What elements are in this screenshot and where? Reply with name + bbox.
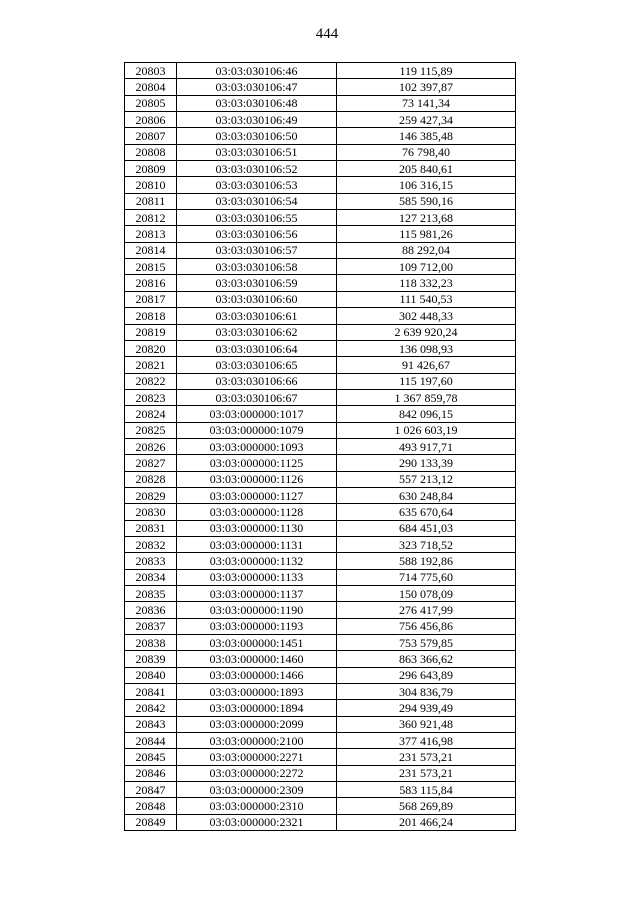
table-row (125, 487, 516, 503)
cadastral-number-cell: 03:03:030106:50 (177, 128, 337, 144)
value-cell: 635 670,64 (337, 504, 516, 520)
row-number-cell: 20829 (125, 487, 177, 503)
row-number-cell: 20828 (125, 471, 177, 487)
table-row (125, 455, 516, 471)
row-number-cell: 20808 (125, 144, 177, 160)
cadastral-number-cell: 03:03:000000:1894 (177, 700, 337, 716)
row-number-cell: 20820 (125, 340, 177, 356)
value-cell: 568 269,89 (337, 798, 516, 814)
table-row (125, 471, 516, 487)
row-number-cell: 20844 (125, 733, 177, 749)
row-number-cell: 20803 (125, 63, 177, 79)
value-cell: 630 248,84 (337, 487, 516, 503)
cadastral-number-cell: 03:03:000000:1460 (177, 651, 337, 667)
row-number-cell: 20825 (125, 422, 177, 438)
table-row (125, 210, 516, 226)
value-cell: 294 939,49 (337, 700, 516, 716)
value-cell: 2 639 920,24 (337, 324, 516, 340)
value-cell: 557 213,12 (337, 471, 516, 487)
row-number-cell: 20812 (125, 210, 177, 226)
row-number-cell: 20806 (125, 112, 177, 128)
value-cell: 150 078,09 (337, 586, 516, 602)
row-number-cell: 20840 (125, 667, 177, 683)
cadastral-number-cell: 03:03:000000:1466 (177, 667, 337, 683)
table-row (125, 63, 516, 79)
table-row (125, 798, 516, 814)
value-cell: 684 451,03 (337, 520, 516, 536)
table-row (125, 389, 516, 405)
cadastral-number-cell: 03:03:030106:48 (177, 95, 337, 111)
row-number-cell: 20809 (125, 161, 177, 177)
row-number-cell: 20811 (125, 193, 177, 209)
page-number: 444 (315, 26, 339, 42)
value-cell: 323 718,52 (337, 536, 516, 552)
cadastral-number-cell: 03:03:030106:59 (177, 275, 337, 291)
cadastral-number-cell: 03:03:000000:1017 (177, 406, 337, 422)
row-number-cell: 20814 (125, 242, 177, 258)
value-cell: 201 466,24 (337, 814, 516, 830)
table-row (125, 406, 516, 422)
row-number-cell: 20815 (125, 259, 177, 275)
cadastral-number-cell: 03:03:030106:64 (177, 340, 337, 356)
cadastral-number-cell: 03:03:030106:65 (177, 357, 337, 373)
table-row (125, 651, 516, 667)
value-cell: 302 448,33 (337, 308, 516, 324)
row-number-cell: 20832 (125, 536, 177, 552)
cadastral-number-cell: 03:03:000000:2321 (177, 814, 337, 830)
row-number-cell: 20838 (125, 635, 177, 651)
table-row (125, 340, 516, 356)
value-cell: 115 981,26 (337, 226, 516, 242)
value-cell: 119 115,89 (337, 63, 516, 79)
table-row (125, 504, 516, 520)
cadastral-number-cell: 03:03:000000:1190 (177, 602, 337, 618)
row-number-cell: 20827 (125, 455, 177, 471)
row-number-cell: 20831 (125, 520, 177, 536)
value-cell: 259 427,34 (337, 112, 516, 128)
value-cell: 1 026 603,19 (337, 422, 516, 438)
row-number-cell: 20849 (125, 814, 177, 830)
row-number-cell: 20826 (125, 438, 177, 454)
value-cell: 231 573,21 (337, 765, 516, 781)
cadastral-number-cell: 03:03:000000:1133 (177, 569, 337, 585)
table-row (125, 684, 516, 700)
table-row (125, 128, 516, 144)
table-row (125, 814, 516, 830)
row-number-cell: 20833 (125, 553, 177, 569)
table-row (125, 749, 516, 765)
cadastral-number-cell: 03:03:000000:2309 (177, 782, 337, 798)
table-row (125, 112, 516, 128)
value-cell: 377 416,98 (337, 733, 516, 749)
row-number-cell: 20805 (125, 95, 177, 111)
table-row (125, 308, 516, 324)
cadastral-number-cell: 03:03:000000:2271 (177, 749, 337, 765)
cadastral-number-cell: 03:03:000000:1126 (177, 471, 337, 487)
cadastral-number-cell: 03:03:000000:2310 (177, 798, 337, 814)
table-row (125, 520, 516, 536)
value-cell: 91 426,67 (337, 357, 516, 373)
cadastral-number-cell: 03:03:030106:52 (177, 161, 337, 177)
value-cell: 111 540,53 (337, 291, 516, 307)
table-row (125, 733, 516, 749)
cadastral-number-cell: 03:03:000000:1132 (177, 553, 337, 569)
value-cell: 360 921,48 (337, 716, 516, 732)
table-row (125, 422, 516, 438)
cadastral-number-cell: 03:03:000000:1193 (177, 618, 337, 634)
row-number-cell: 20839 (125, 651, 177, 667)
table-row (125, 536, 516, 552)
value-cell: 205 840,61 (337, 161, 516, 177)
row-number-cell: 20817 (125, 291, 177, 307)
row-number-cell: 20837 (125, 618, 177, 634)
row-number-cell: 20835 (125, 586, 177, 602)
value-cell: 118 332,23 (337, 275, 516, 291)
row-number-cell: 20847 (125, 782, 177, 798)
cadastral-number-cell: 03:03:000000:1893 (177, 684, 337, 700)
value-cell: 109 712,00 (337, 259, 516, 275)
cadastral-number-cell: 03:03:030106:67 (177, 389, 337, 405)
row-number-cell: 20810 (125, 177, 177, 193)
table-row (125, 782, 516, 798)
cadastral-number-cell: 03:03:030106:51 (177, 144, 337, 160)
value-cell: 276 417,99 (337, 602, 516, 618)
row-number-cell: 20822 (125, 373, 177, 389)
cadastral-number-cell: 03:03:030106:66 (177, 373, 337, 389)
table-row (125, 569, 516, 585)
table-row (125, 700, 516, 716)
row-number-cell: 20845 (125, 749, 177, 765)
value-cell: 231 573,21 (337, 749, 516, 765)
value-cell: 146 385,48 (337, 128, 516, 144)
row-number-cell: 20846 (125, 765, 177, 781)
value-cell: 714 775,60 (337, 569, 516, 585)
table-row (125, 602, 516, 618)
table-row (125, 618, 516, 634)
table-row (125, 586, 516, 602)
table-row (125, 275, 516, 291)
value-cell: 753 579,85 (337, 635, 516, 651)
table-row (125, 373, 516, 389)
cadastral-number-cell: 03:03:030106:60 (177, 291, 337, 307)
value-cell: 296 643,89 (337, 667, 516, 683)
cadastral-number-cell: 03:03:000000:2272 (177, 765, 337, 781)
row-number-cell: 20824 (125, 406, 177, 422)
cadastral-number-cell: 03:03:030106:46 (177, 63, 337, 79)
value-cell: 842 096,15 (337, 406, 516, 422)
table-row (125, 357, 516, 373)
cadastral-number-cell: 03:03:000000:2100 (177, 733, 337, 749)
value-cell: 115 197,60 (337, 373, 516, 389)
table-row (125, 259, 516, 275)
table-row (125, 226, 516, 242)
row-number-cell: 20830 (125, 504, 177, 520)
row-number-cell: 20842 (125, 700, 177, 716)
row-number-cell: 20843 (125, 716, 177, 732)
table-row (125, 324, 516, 340)
table-row (125, 79, 516, 95)
row-number-cell: 20841 (125, 684, 177, 700)
cadastral-number-cell: 03:03:030106:56 (177, 226, 337, 242)
cadastral-number-cell: 03:03:000000:1137 (177, 586, 337, 602)
value-cell: 493 917,71 (337, 438, 516, 454)
cadastral-number-cell: 03:03:000000:1128 (177, 504, 337, 520)
value-cell: 290 133,39 (337, 455, 516, 471)
value-cell: 136 098,93 (337, 340, 516, 356)
cadastral-number-cell: 03:03:030106:61 (177, 308, 337, 324)
value-cell: 756 456,86 (337, 618, 516, 634)
cadastral-number-cell: 03:03:030106:53 (177, 177, 337, 193)
cadastral-number-cell: 03:03:030106:47 (177, 79, 337, 95)
row-number-cell: 20804 (125, 79, 177, 95)
cadastral-number-cell: 03:03:030106:49 (177, 112, 337, 128)
value-cell: 106 316,15 (337, 177, 516, 193)
table-row (125, 291, 516, 307)
cadastral-number-cell: 03:03:030106:58 (177, 259, 337, 275)
table-row (125, 765, 516, 781)
table-body (125, 63, 516, 831)
cadastral-number-cell: 03:03:000000:1093 (177, 438, 337, 454)
cadastral-number-cell: 03:03:000000:1451 (177, 635, 337, 651)
cadastral-number-cell: 03:03:000000:1079 (177, 422, 337, 438)
data-table (124, 62, 516, 831)
value-cell: 583 115,84 (337, 782, 516, 798)
cadastral-number-cell: 03:03:030106:57 (177, 242, 337, 258)
row-number-cell: 20807 (125, 128, 177, 144)
table-row (125, 193, 516, 209)
cadastral-number-cell: 03:03:000000:2099 (177, 716, 337, 732)
cadastral-number-cell: 03:03:030106:55 (177, 210, 337, 226)
cadastral-number-cell: 03:03:000000:1131 (177, 536, 337, 552)
table-row (125, 635, 516, 651)
value-cell: 76 798,40 (337, 144, 516, 160)
value-cell: 863 366,62 (337, 651, 516, 667)
table-row (125, 161, 516, 177)
table-row (125, 242, 516, 258)
value-cell: 588 192,86 (337, 553, 516, 569)
value-cell: 304 836,79 (337, 684, 516, 700)
table-row (125, 667, 516, 683)
row-number-cell: 20836 (125, 602, 177, 618)
value-cell: 585 590,16 (337, 193, 516, 209)
row-number-cell: 20848 (125, 798, 177, 814)
row-number-cell: 20819 (125, 324, 177, 340)
value-cell: 102 397,87 (337, 79, 516, 95)
table-row (125, 144, 516, 160)
row-number-cell: 20834 (125, 569, 177, 585)
row-number-cell: 20821 (125, 357, 177, 373)
row-number-cell: 20818 (125, 308, 177, 324)
value-cell: 1 367 859,78 (337, 389, 516, 405)
row-number-cell: 20813 (125, 226, 177, 242)
table-row (125, 716, 516, 732)
cadastral-number-cell: 03:03:000000:1125 (177, 455, 337, 471)
cadastral-number-cell: 03:03:030106:54 (177, 193, 337, 209)
table-row (125, 438, 516, 454)
value-cell: 73 141,34 (337, 95, 516, 111)
table-row (125, 177, 516, 193)
value-cell: 127 213,68 (337, 210, 516, 226)
cadastral-number-cell: 03:03:030106:62 (177, 324, 337, 340)
cadastral-number-cell: 03:03:000000:1127 (177, 487, 337, 503)
value-cell: 88 292,04 (337, 242, 516, 258)
row-number-cell: 20823 (125, 389, 177, 405)
table-row (125, 95, 516, 111)
table-row (125, 553, 516, 569)
cadastral-number-cell: 03:03:000000:1130 (177, 520, 337, 536)
row-number-cell: 20816 (125, 275, 177, 291)
